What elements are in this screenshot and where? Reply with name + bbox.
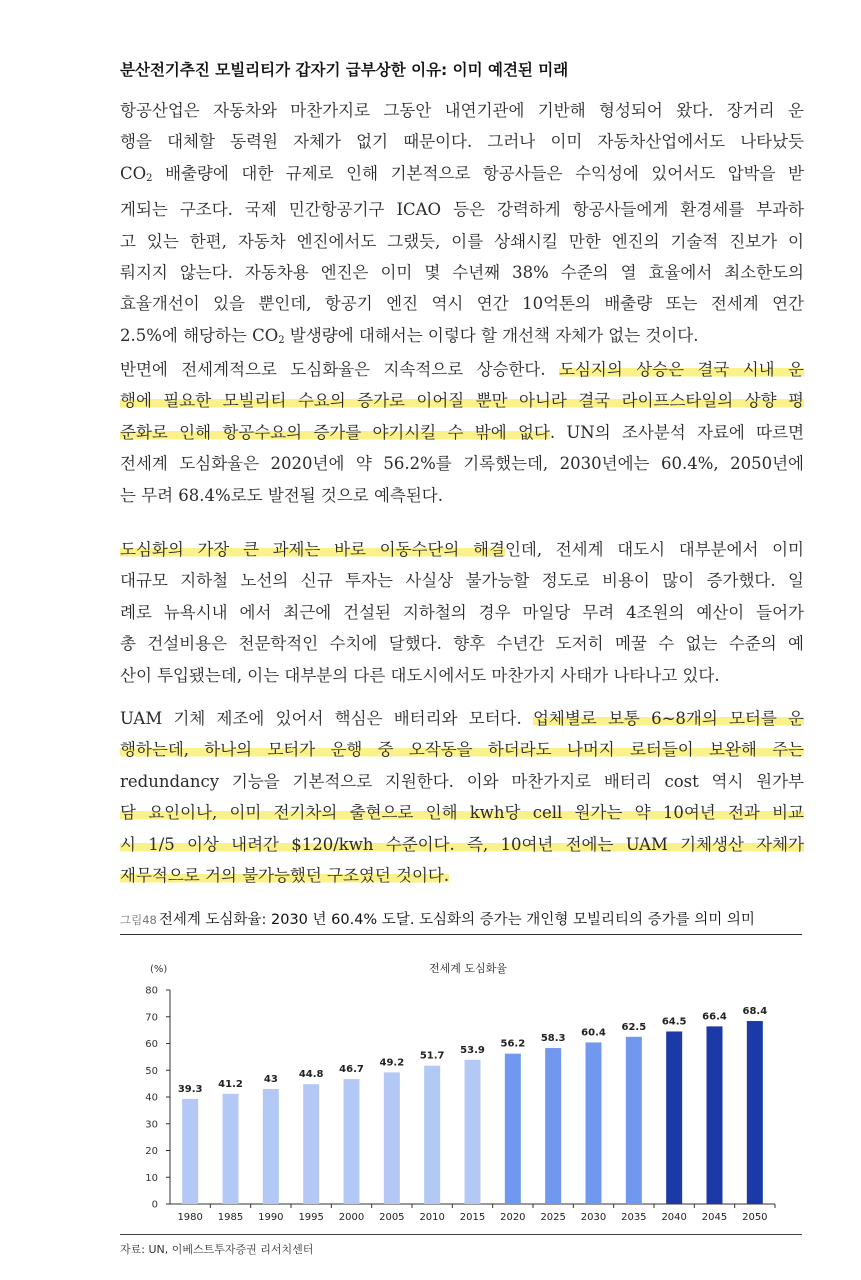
text-line xyxy=(120,385,804,416)
text-segment: 반면에 전세계적으로 도심화율은 지속적으로 상승한다. xyxy=(120,360,559,379)
y-tick-label: 40 xyxy=(145,1092,158,1104)
bar xyxy=(545,1048,561,1204)
x-tick-label: 1990 xyxy=(258,1212,284,1223)
text-line xyxy=(120,734,804,765)
bar-value-label: 39.3 xyxy=(177,1083,203,1095)
highlighted-text: 준화로 인해 항공수요의 증가를 야기시킬 수 밖에 없다 xyxy=(120,422,550,442)
text-line xyxy=(120,194,804,225)
text-segment: 뤄지지 않는다. 자동차용 엔진은 이미 몇 수년째 38% 수준의 열 효율에서 최소한도의 xyxy=(120,263,804,283)
chart-title: 전세계 도심화율 xyxy=(429,962,507,975)
text-line xyxy=(120,417,804,448)
highlighted-text: 행에 필요한 모빌리티 수요의 증가로 이어질 뿐만 아니라 결국 라이프스타일의 상향 평 xyxy=(120,391,804,411)
highlighted-text: 업체별로 보통 6~8개의 모터를 운 xyxy=(532,709,804,728)
bar xyxy=(505,1054,521,1204)
text-segment: 고 있는 한편, 자동차 엔진에서도 그랬듯, 이를 상쇄시킬 만한 엔진의 기술적 진보가 이 xyxy=(120,231,804,251)
bar-value-label: 51.7 xyxy=(419,1050,445,1062)
text-segment: 효율개선이 있을 뿐인데, 항공기 엔진 역시 연간 10억톤의 배출량 또는 전세계 연간 xyxy=(120,294,804,314)
bar-value-label: 53.9 xyxy=(460,1044,485,1056)
y-tick-label: 10 xyxy=(145,1172,158,1184)
text-line xyxy=(120,158,804,194)
text-segment: 총 건설비용은 천문학적인 수치에 달했다. 향후 수년간 도저히 메꿀 수 없는 수준의 예 xyxy=(120,634,804,654)
bar xyxy=(666,1031,682,1204)
text-segment: 산이 투입됐는데, 이는 대부분의 다른 대도시에서도 마찬가지 사태가 나타나고 있다. xyxy=(120,665,720,685)
bar-value-label: 62.5 xyxy=(621,1021,647,1033)
highlighted-text: 도심화의 가장 큰 과제는 바로 이동수단의 해결 xyxy=(120,540,505,559)
text-segment: 는 무려 68.4%로도 발전될 것으로 예측된다. xyxy=(120,485,443,505)
text-line xyxy=(120,829,804,860)
text-line xyxy=(120,797,804,828)
bar-value-label: 56.2 xyxy=(500,1038,526,1050)
highlighted-text: 담 요인이나, 이미 전기차의 출현으로 인해 kwh당 cell 원가는 약 10여년 전과 비교 xyxy=(120,803,804,823)
bar xyxy=(182,1099,198,1204)
x-tick-label: 2020 xyxy=(500,1212,526,1223)
paragraph xyxy=(120,534,804,691)
x-tick-label: 2000 xyxy=(338,1212,365,1223)
x-tick-label: 2035 xyxy=(621,1212,647,1223)
text-segment: 전세계 도심화율은 2020년에 약 56.2%를 기록했는데, 2030년에는 60.4%, 2050년에 xyxy=(120,454,804,474)
highlighted-text: 시 1/5 이상 내려간 $120/kwh 수준이다. 즉, 10여년 전에는 UAM 기체생산 자체가 xyxy=(120,834,804,854)
urbanization-bar-chart xyxy=(120,950,802,1234)
x-tick-label: 2045 xyxy=(701,1212,728,1223)
text-line xyxy=(120,95,804,126)
text-segment: 배출량에 대한 규제로 인해 기본적으로 항공사들은 수익성에 있어서도 압박을 받 xyxy=(152,163,804,183)
x-tick-label: 2015 xyxy=(459,1212,486,1223)
x-tick-label: 2030 xyxy=(580,1212,607,1223)
x-tick-label: 2025 xyxy=(540,1212,566,1223)
text-line xyxy=(120,226,804,257)
text-segment: 발생량에 대해서는 이렇다 할 개선책 자체가 없는 것이다. xyxy=(284,325,699,345)
x-tick-label: 1980 xyxy=(177,1212,203,1223)
bar xyxy=(626,1037,642,1204)
text-line xyxy=(120,126,804,157)
text-line xyxy=(120,703,804,734)
figure-bottom-rule xyxy=(120,1234,802,1235)
highlighted-text: 재무적으로 거의 불가능했던 구조였던 것이다. xyxy=(120,866,450,886)
text-segment: 행을 대체할 동력원 자체가 없기 때문이다. 그러나 이미 자동차산업에서도 나타났듯 xyxy=(120,132,804,152)
bar xyxy=(707,1026,723,1204)
text-segment: 2.5%에 해당하는 CO xyxy=(120,325,279,345)
bar-value-label: 60.4 xyxy=(581,1027,606,1039)
text-segment: 게되는 구조다. 국제 민간항공기구 ICAO 등은 강력하게 항공사들에게 환경세를 부과하 xyxy=(120,200,804,220)
text-segment: 대규모 지하철 노선의 신규 투자는 사실상 불가능할 정도로 비용이 많이 증가했다. 일 xyxy=(120,571,804,591)
section-title: 분산전기추진 모빌리티가 갑자기 급부상한 이유: 이미 예견된 미래 xyxy=(120,61,569,79)
text-line xyxy=(120,597,804,628)
text-line xyxy=(120,565,804,596)
bar-value-label: 44.8 xyxy=(298,1069,324,1081)
y-tick-label: 0 xyxy=(151,1199,158,1211)
x-tick-label: 1985 xyxy=(217,1212,244,1223)
x-tick-label: 2010 xyxy=(419,1212,445,1223)
text-line xyxy=(120,766,804,797)
text-segment: CO xyxy=(120,163,147,183)
text-segment: 항공산업은 자동차와 마찬가지로 그동안 내연기관에 기반해 형성되어 왔다. 장거리 운 xyxy=(120,101,804,120)
highlighted-text: 도심지의 상승은 결국 시내 운 xyxy=(559,360,804,379)
paragraph xyxy=(120,95,804,356)
subscript-text: 2 xyxy=(146,172,153,184)
text-line xyxy=(120,534,804,565)
figure-caption-text: 전세계 도심화율: 2030 년 60.4% 도달. 도심화의 증가는 개인형 모빌리티의 증가를 의미 의미 xyxy=(158,912,755,928)
y-tick-label: 70 xyxy=(145,1012,158,1024)
x-tick-label: 2005 xyxy=(379,1212,405,1223)
highlighted-text: 행하는데, 하나의 모터가 운행 중 오작동을 하더라도 나머지 로터들이 보완해 주는 xyxy=(120,740,804,760)
y-tick-label: 30 xyxy=(145,1119,158,1131)
bar-value-label: 49.2 xyxy=(379,1057,405,1069)
bar-value-label: 66.4 xyxy=(702,1011,727,1023)
text-line xyxy=(120,480,804,511)
y-tick-label: 20 xyxy=(145,1146,158,1157)
bar xyxy=(223,1094,239,1204)
y-tick-label: 80 xyxy=(145,985,158,997)
text-line xyxy=(120,257,804,288)
x-tick-label: 2040 xyxy=(661,1212,687,1223)
bar xyxy=(303,1084,319,1204)
bar-value-label: 43 xyxy=(263,1073,278,1085)
text-line xyxy=(120,354,804,385)
text-line xyxy=(120,660,804,691)
bar xyxy=(424,1066,440,1204)
subscript-text: 2 xyxy=(278,334,285,346)
y-axis-unit-label: (%) xyxy=(150,964,168,975)
text-segment: 례로 뉴욕시내 에서 최근에 건설된 지하철의 경우 마일당 무려 4조원의 예산이 들어가 xyxy=(120,602,804,622)
figure-caption xyxy=(120,908,802,935)
text-line xyxy=(120,448,804,479)
x-tick-label: 1995 xyxy=(298,1212,324,1223)
text-line xyxy=(120,320,804,356)
text-line xyxy=(120,860,804,891)
figure-source: 자료: UN, 이베스트투자증권 리서치센터 xyxy=(120,1243,314,1256)
bar-value-label: 58.3 xyxy=(540,1033,566,1045)
bar xyxy=(344,1079,360,1204)
bar xyxy=(263,1089,279,1204)
text-segment: redundancy 기능을 기본적으로 지원한다. 이와 마찬가지로 배터리 cost 역시 원가부 xyxy=(120,771,804,791)
text-line xyxy=(120,628,804,659)
bar xyxy=(465,1060,481,1204)
bar xyxy=(586,1042,602,1204)
y-tick-label: 50 xyxy=(145,1065,158,1077)
text-segment: . UN의 조사분석 자료에 따르면 xyxy=(549,422,805,442)
y-tick-label: 60 xyxy=(145,1039,158,1050)
bar-value-label: 64.5 xyxy=(661,1016,687,1028)
text-line xyxy=(120,288,804,319)
x-tick-label: 2050 xyxy=(742,1212,768,1223)
paragraph xyxy=(120,703,804,891)
text-segment: UAM 기체 제조에 있어서 핵심은 배터리와 모터다. xyxy=(120,709,533,728)
figure-number: 그림48 xyxy=(120,913,157,927)
bar xyxy=(747,1021,763,1204)
bar-value-label: 68.4 xyxy=(742,1006,768,1018)
bar xyxy=(384,1072,400,1204)
paragraph xyxy=(120,354,804,511)
bar-value-label: 41.2 xyxy=(218,1078,243,1090)
text-segment: 인데, 전세계 대도시 대부분에서 이미 xyxy=(504,540,804,559)
bar-value-label: 46.7 xyxy=(339,1064,364,1076)
